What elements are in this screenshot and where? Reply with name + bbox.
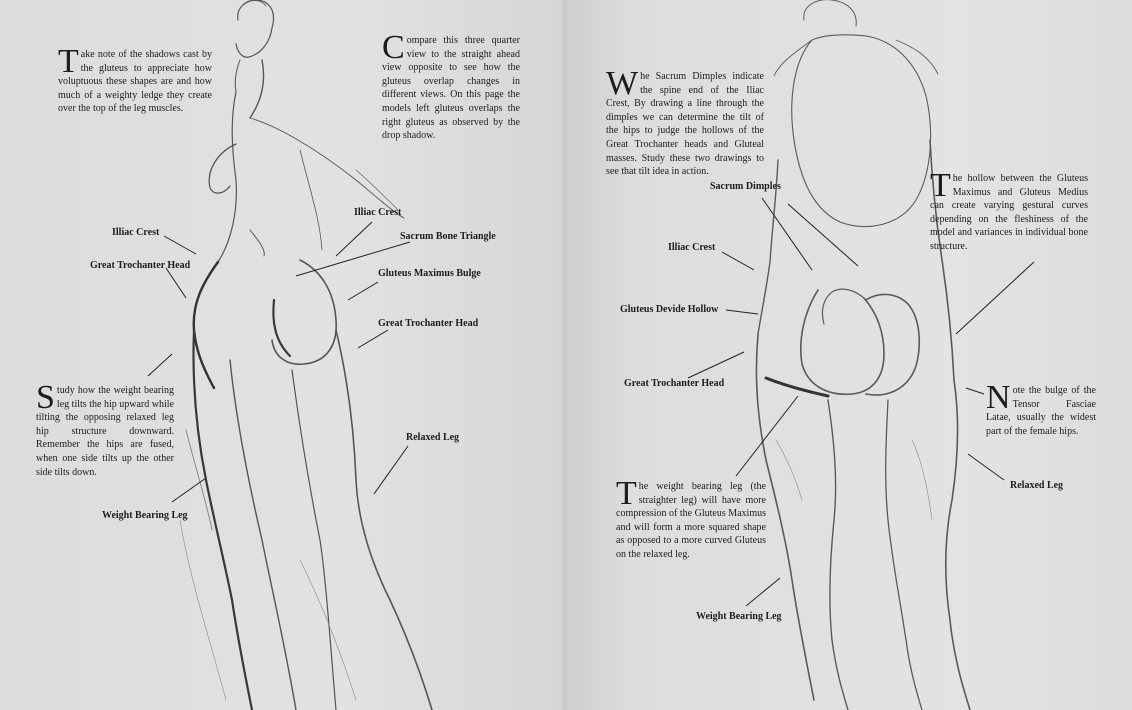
paragraph-tensor-fasciae: Note the bulge of the Tensor Fasciae Latae, usually the widest part of the female hips.	[986, 379, 1096, 437]
label-illiac-crest: Illiac Crest	[668, 242, 716, 253]
paragraph-weight-bearing: Study how the weight bearing leg tilts the hip upward while tilting the opposing relaxed leg hip structure downward. Remember the hips are fused, when one side tilts up the other side tilts down.	[36, 379, 174, 478]
label-weight-bearing-leg: Weight Bearing Leg	[102, 510, 188, 521]
label-illiac-crest-left: Illiac Crest	[112, 227, 160, 238]
label-sacrum-dimples: Sacrum Dimples	[710, 181, 781, 192]
paragraph-gluteus-hollow: The hollow between the Gluteus Maximus and Gluteus Medius can create varying gestural curves depending on the fleshiness of the model and variances in individual bone structure.	[930, 167, 1088, 252]
label-gluteus-maximus-bulge: Gluteus Maximus Bulge	[378, 268, 481, 279]
paragraph-compare-view: Compare this three quarter view to the straight ahead view opposite to see how the gluteus overlap changes in different views. On this page the models left gluteus overlaps the right gluteus as observed by the drop shadow.	[382, 29, 520, 142]
dropcap: S	[36, 379, 55, 416]
dropcap: W	[606, 65, 639, 102]
dropcap: C	[382, 29, 405, 66]
dropcap: T	[616, 475, 637, 512]
label-weight-bearing-leg: Weight Bearing Leg	[696, 611, 782, 622]
paragraph-sacrum-dimples: Whe Sacrum Dimples indicate the spine end of the Iliac Crest, By drawing a line through the dimples we can determine the tilt of the hips to judge the hollows of the Great Trochanter heads and Gluteal masses. Study these two drawings to see that tilt idea in action.	[606, 65, 764, 178]
right-page	[566, 0, 1132, 710]
label-gluteus-devide-hollow: Gluteus Devide Hollow	[620, 304, 719, 315]
paragraph-shadows: Take note of the shadows cast by the gluteus to appreciate how voluptuous these shapes are and how much of a weighty ledge they create over the top of the leg muscles.	[58, 43, 212, 115]
label-sacrum-bone-triangle: Sacrum Bone Triangle	[400, 231, 496, 242]
label-illiac-crest-right: Illiac Crest	[354, 207, 402, 218]
label-great-trochanter-head-right: Great Trochanter Head	[378, 318, 479, 329]
dropcap: T	[58, 43, 79, 80]
label-relaxed-leg: Relaxed Leg	[406, 432, 460, 443]
dropcap: T	[930, 167, 951, 204]
label-great-trochanter-head-left: Great Trochanter Head	[90, 260, 191, 271]
paragraph-weight-bearing-compression: The weight bearing leg (the straighter leg) will have more compression of the Gluteus Maximus and will form a more squared shape as opposed to a more curved Gluteus on the relaxed leg.	[616, 475, 766, 560]
dropcap: N	[986, 379, 1011, 416]
label-relaxed-leg: Relaxed Leg	[1010, 480, 1064, 491]
label-great-trochanter-head: Great Trochanter Head	[624, 378, 725, 389]
